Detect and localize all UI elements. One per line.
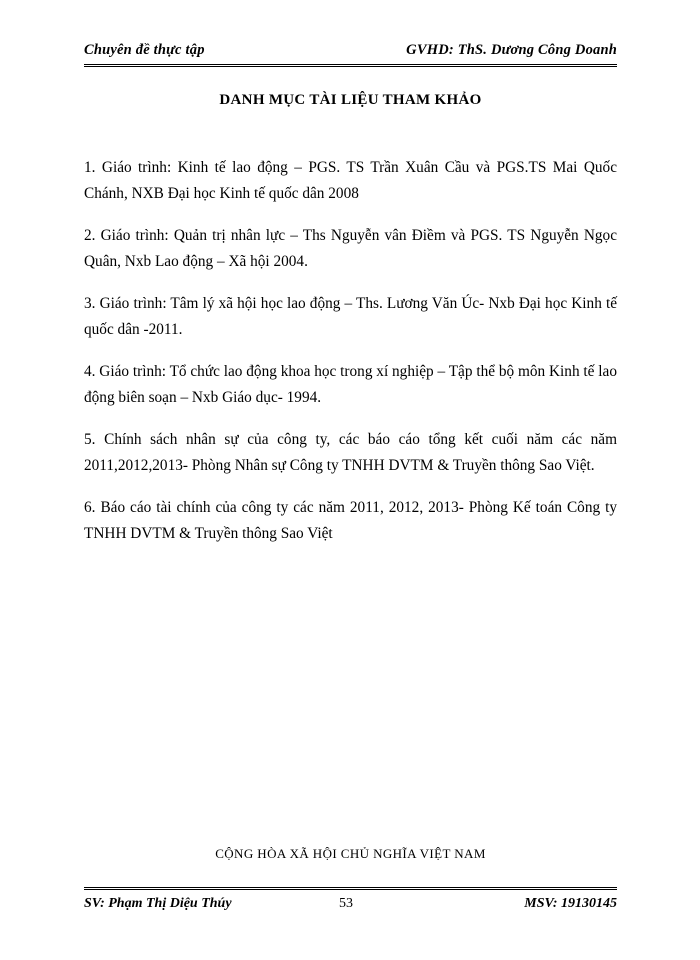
reference-item: 4. Giáo trình: Tổ chức lao động khoa học trong xí nghiệp – Tập thể bộ môn Kinh tế lao động biên soạn – Nxb Giáo dục- 1994.: [84, 363, 617, 406]
page-footer: [84, 887, 617, 918]
header-supervisor: GVHD: ThS. Dương Công Doanh: [406, 42, 617, 58]
reference-item: 5. Chính sách nhân sự của công ty, các báo cáo tổng kết cuối năm các năm 2011,2012,2013- Phòng Nhân sự Công ty TNHH DVTM & Truyền thông Sao Việt.: [84, 431, 617, 474]
national-heading: CỘNG HÒA XÃ HỘI CHỦ NGHĨA VIỆT NAM: [215, 846, 486, 861]
footer-student-id: MSV: 19130145: [524, 896, 617, 911]
reference-item: 6. Báo cáo tài chính của công ty các năm 2011, 2012, 2013- Phòng Kế toán Công ty TNHH DVTM & Truyền thông Sao Việt: [84, 499, 617, 542]
reference-list: [84, 155, 617, 563]
reference-item: 2. Giáo trình: Quản trị nhân lực – Ths Nguyễn vân Điềm và PGS. TS Nguyễn Ngọc Quân, Nxb Lao động – Xã hội 2004.: [84, 227, 617, 270]
reference-item: 3. Giáo trình: Tâm lý xã hội học lao động – Ths. Lương Văn Úc- Nxb Đại học Kinh tế quốc dân -2011.: [84, 295, 617, 338]
reference-item: 1. Giáo trình: Kinh tế lao động – PGS. TS Trần Xuân Cầu và PGS.TS Mai Quốc Chánh, NXB Đại học Kinh tế quốc dân 2008: [84, 159, 617, 202]
page-title: DANH MỤC TÀI LIỆU THAM KHẢO: [219, 92, 482, 108]
page-header: [84, 38, 617, 67]
footer-student-name: SV: Phạm Thị Diệu Thúy: [84, 896, 232, 911]
header-report-type: Chuyên đề thực tập: [84, 42, 205, 58]
page-number: 53: [339, 896, 353, 911]
